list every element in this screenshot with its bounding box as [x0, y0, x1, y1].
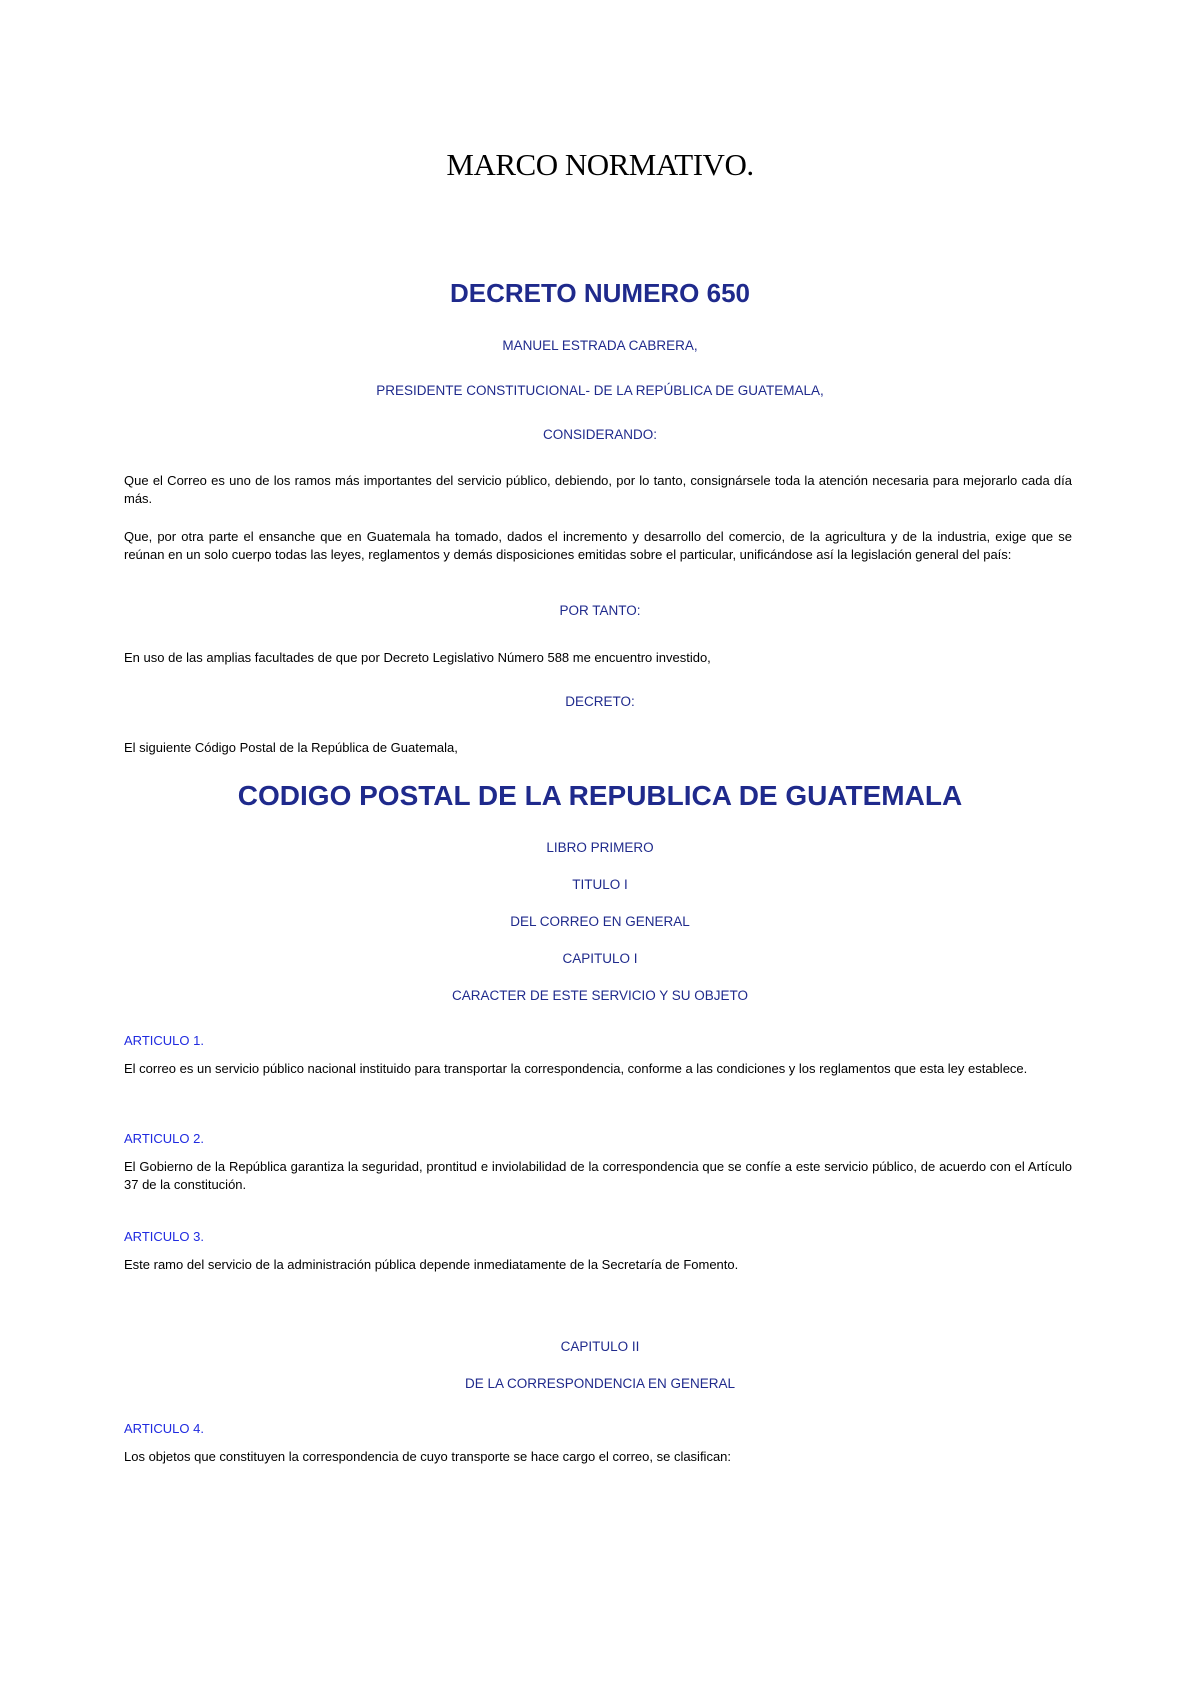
decree-author: MANUEL ESTRADA CABRERA,: [502, 338, 698, 353]
articulo-4-text: Los objetos que constituyen la correspondencia de cuyo transporte se hace cargo el correo, se clasifican:: [124, 1449, 732, 1464]
decree-role: PRESIDENTE CONSTITUCIONAL- DE LA REPÚBLICA DE GUATEMALA,: [376, 383, 824, 398]
decree-number-heading: DECRETO NUMERO 650: [449, 278, 751, 308]
siguiente-paragraph: El siguiente Código Postal de la República de Guatemala,: [124, 740, 458, 755]
capitulo-2-name: DE LA CORRESPONDENCIA EN GENERAL: [464, 1376, 736, 1391]
uso-paragraph: En uso de las amplias facultades de que por Decreto Legislativo Número 588 me encuentro investido,: [124, 650, 711, 665]
articulo-1-label: ARTICULO 1.: [124, 1033, 204, 1048]
titulo-name-heading: DEL CORREO EN GENERAL: [510, 914, 690, 929]
libro-heading: LIBRO PRIMERO: [546, 840, 654, 855]
articulo-4-label: ARTICULO 4.: [124, 1421, 204, 1436]
titulo-heading: TITULO I: [572, 877, 628, 892]
considerando-heading: CONSIDERANDO:: [542, 427, 657, 442]
por-tanto-heading: POR TANTO:: [559, 603, 641, 618]
articulo-3-label: ARTICULO 3.: [124, 1229, 204, 1244]
decreto-heading: DECRETO:: [565, 694, 635, 709]
capitulo-2-heading: CAPITULO II: [560, 1339, 640, 1354]
articulo-2-label: ARTICULO 2.: [124, 1131, 204, 1146]
articulo-1-text: El correo es un servicio público nacional instituido para transportar la correspondencia, conforme a las condiciones y los reglamentos que esta ley establece.: [124, 1061, 1028, 1076]
articulo-3-text: Este ramo del servicio de la administración pública depende inmediatamente de la Secretaría de Fomento.: [124, 1257, 739, 1272]
capitulo-1-name: CARACTER DE ESTE SERVICIO Y SU OBJETO: [451, 988, 749, 1003]
capitulo-1-heading: CAPITULO I: [562, 951, 638, 966]
articulo-2-text: El Gobierno de la República garantiza la seguridad, prontitud e inviolabilidad de la correspondencia que se confíe a este servicio público, de acuerdo con el Artículo 37 de la constitución.: [124, 1159, 1072, 1192]
document-title: MARCO NORMATIVO.: [446, 147, 754, 182]
considerando-paragraph-1: Que el Correo es uno de los ramos más importantes del servicio público, debiendo, por lo tanto, consignársele toda la atención necesaria para mejorarlo cada día más.: [124, 473, 1072, 506]
codigo-postal-title: CODIGO POSTAL DE LA REPUBLICA DE GUATEMALA: [237, 780, 963, 811]
considerando-paragraph-2: Que, por otra parte el ensanche que en Guatemala ha tomado, dados el incremento y desarrollo del comercio, de la agricultura y de la industria, exige que se reúnan en un solo cuerpo todas las leyes, reglamentos y demás disposiciones emitidas sobre el particular, unificándose así la legislación general del país:: [124, 529, 1072, 562]
